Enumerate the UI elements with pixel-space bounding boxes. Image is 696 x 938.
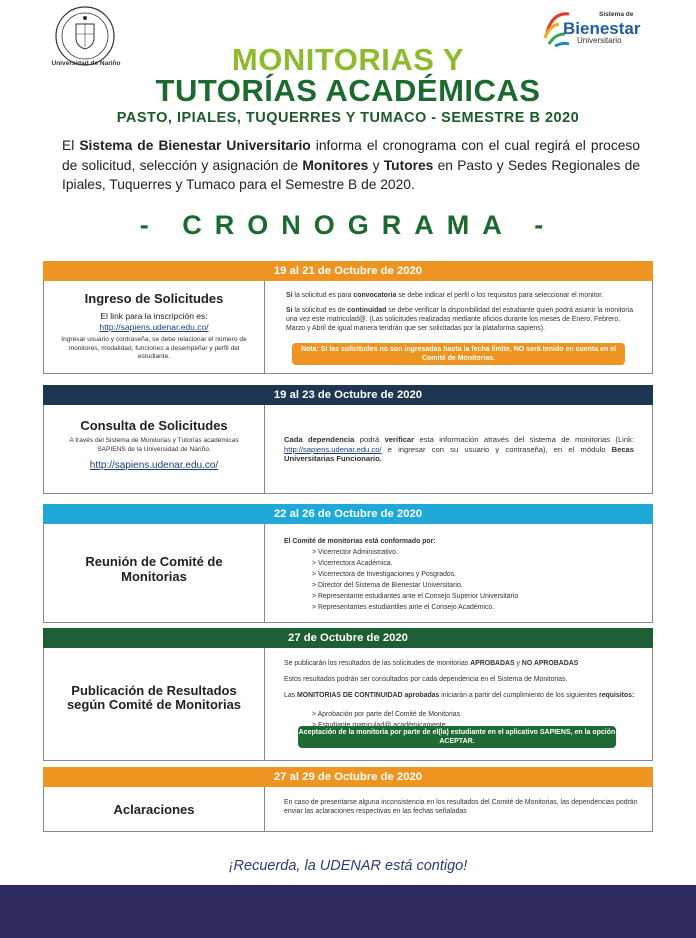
section-reunion-comite [43,504,653,623]
bienestar-logo-line3: Universitario [577,36,622,45]
resultados-line3: Las MONITORIAS DE CONTINUIDAD aprobadas iniciarán a partir del cumplimiento de los siguientes requisitos: [284,692,635,699]
footer-bar [0,885,696,938]
link-label: El link para la inscripción es: [100,311,208,321]
bienestar-logo-line2: Bienestar [563,19,641,38]
continuidad-text: Si la solicitud es de continuidad se debe verificar la disponibilidad del estudiante quien podrá asumir la monitoria una vez este matriculad@. (Las solicitudes realizadas mediante oficios durante los meses de Enero, Febrero, Marzo y Abril de igual manera tendrán que ser solicitadas por la plataforma sapiens). [286,307,634,332]
list-item: > Aprobación por parte del Comité de Monitorias [312,709,654,720]
section-title: Publicación de Resultados según Comité de Monitorias [66,683,242,712]
section-title: Reunión de Comité de Monitorias [85,554,223,584]
resultados-text [284,659,654,731]
section-description: Ingresar usuario y contraseña, se debe relacionar el número de monitores, modalidad, funciones a desempeñar y perfil del estudiante. [61,336,247,360]
section-aclaraciones [43,767,653,832]
resultados-line2: Estos resultados podrán ser consultados por cada dependencia en el Sistema de Monitorias. [284,676,568,683]
sapiens-link[interactable]: http://sapiens.udenar.edu.co/ [284,444,382,454]
udenar-caption: Universidad de Nariño [51,60,121,67]
section-date: 22 al 26 de Octubre de 2020 [43,504,653,524]
list-item: > Representante estudiantes ante el Consejo Superior Universitario [312,591,518,602]
list-item: > Vicerrectora Académica. [312,558,518,569]
intro-paragraph: El Sistema de Bienestar Universitario informa el cronograma con el cual regirá el proceso de solicitud, selección y asignación de Monitores y Tutores en Pasto y Sedes Regionales de Ipiales, Tuquerres y Tumaco para el Semestre B de 2020. [62,138,640,192]
aclaraciones-text: En caso de presentarse alguna inconsistencia en los resultados del Comité de Monitorias, las dependencias podrán enviar las aclaraciones respectivas en las fechas señaladas [284,799,638,815]
comite-list [284,536,518,613]
section-title: Consulta de Solicitudes [80,418,228,433]
section-date: 27 al 29 de Octubre de 2020 [43,767,653,787]
list-item: > Director del Sistema de Bienestar Universitario. [312,580,518,591]
section-date: 27 de Octubre de 2020 [43,628,653,648]
nota-aceptacion: Aceptación de la monitoria por parte de el(la) estudiante en el aplicativo SAPIENS, en la opción ACEPTAR. [298,726,616,748]
section-description: A través del Sistema de Monitorias y Tutorías académicas SAPIENS de la Universidad de Nariño. [69,437,239,453]
nota-fecha-limite: Nota: Si las solicitudes no son ingresadas hasta la fecha límite, NO será tenido en cuenta en el Comité de Monitorias. [292,343,625,365]
comite-intro: El Comité de monitorias está conformado por: [284,538,436,545]
subtitle: PASTO, IPIALES, TUQUERRES Y TUMACO - SEMESTRE B 2020 [116,110,580,126]
section-publicacion-resultados [43,628,653,761]
sapiens-link[interactable]: http://sapiens.udenar.edu.co/ [89,460,219,471]
section-title: Ingreso de Solicitudes [84,291,224,306]
section-date: 19 al 21 de Octubre de 2020 [43,261,653,281]
sapiens-link[interactable]: http://sapiens.udenar.edu.co/ [99,322,209,332]
list-item: > Representantes estudiantiles ante el Consejo Académico. [312,602,518,613]
list-item: > Vicerrectora de Investigaciones y Posgrados. [312,569,518,580]
footer-slogan: ¡Recuerda, la UDENAR está contigo! [228,858,468,874]
section-title: Aclaraciones [113,802,195,817]
section-ingreso-solicitudes [43,261,653,374]
convocatoria-text: Si la solicitud es para convocatoria se debe indicar el perfil o los requisitos para seleccionar el monitor. [286,292,604,299]
title-line2: TUTORÍAS ACADÉMICAS [155,73,541,108]
resultados-line1: Se publicarán los resultados de las solicitudes de monitorias APROBADAS y NO APROBADAS [284,660,579,667]
section-date: 19 al 23 de Octubre de 2020 [43,385,653,405]
title-line1: MONITORIAS Y [231,42,465,77]
list-item: > Vicerrector Administrativo. [312,547,518,558]
bienestar-logo-line1: Sistema de [599,11,634,18]
cronograma-title: - CRONOGRAMA - [139,210,557,240]
section-consulta-solicitudes [43,385,653,494]
verificar-text: Cada dependencia podrá verificar esta información através del sistema de monitorias (Link: http://sapiens.udenar.edu.co/ e ingresar con su usuario y contraseña), en el módulo Becas Universitarias Funcionario. [284,435,634,463]
